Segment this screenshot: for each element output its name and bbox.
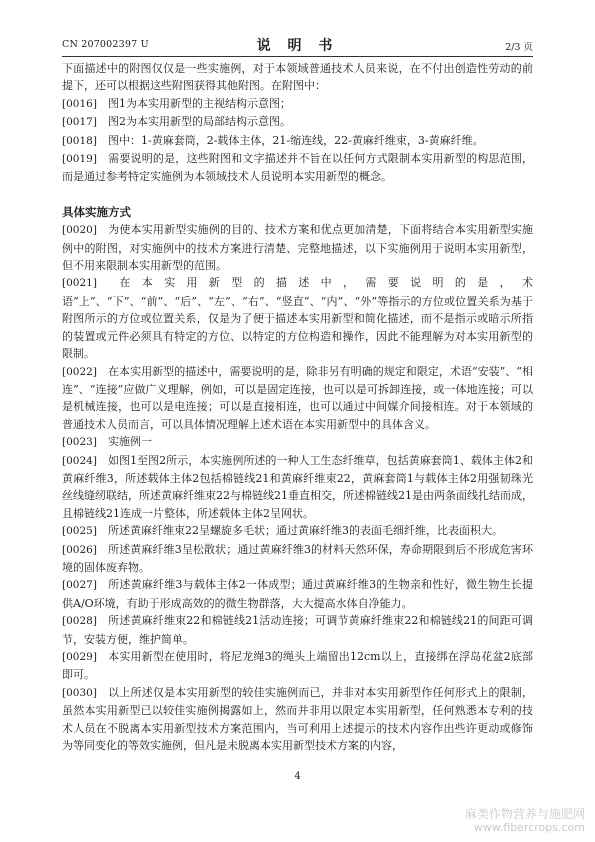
- paragraph-0021: [62, 274, 533, 362]
- paragraph-text: 图中：1-黄麻套筒，2-载体主体，21-缩连线，22-黄麻纤维束，3-黄麻纤维。: [108, 133, 484, 147]
- paragraph-number: [0018]: [62, 134, 97, 147]
- paragraph-number: [0024]: [62, 454, 97, 467]
- paragraph-text: 在本实用新型的描述中，需要说明的是，除非另有明确的规定和限定，术语“安装”、“相连”、“连接”应做广义理解，例如，可以是固定连接，也可以是可拆卸连接，或一体地连接；可以是机械连接，也可以是电连接；可以是直接相连，也可以通过中间媒介间接相连。对于本领域的普通技术人员而言，可以具体情况理解上述术语在本实用新型中的具体含义。: [62, 364, 533, 431]
- patent-number: CN 207002397 U: [62, 39, 149, 50]
- page-indicator: 2/3 页: [505, 42, 533, 53]
- paragraph-0020: [62, 221, 533, 274]
- paragraph-number: [0017]: [62, 116, 97, 129]
- paragraph-0019: [62, 150, 533, 186]
- paragraph-number: [0027]: [62, 579, 97, 592]
- paragraph-number: [0022]: [62, 365, 97, 378]
- paragraph-0024: [62, 452, 533, 523]
- paragraph-0018: [62, 132, 533, 150]
- document-title: 说 明 书: [256, 38, 339, 54]
- paragraph-number: [0029]: [62, 651, 97, 663]
- paragraph-text: 实施例一: [108, 435, 152, 449]
- page-header: [62, 35, 533, 55]
- paragraph-text: 所述黄麻纤维3呈松散状；通过黄麻纤维3的材料天然环保，寿命期限到后不形成危害环境的固体废弃物。: [62, 542, 533, 574]
- paragraph-0028: [62, 612, 533, 648]
- header-divider: [62, 56, 533, 57]
- paragraph-number: [0016]: [62, 97, 97, 110]
- paragraph-intro: 下面描述中的附图仅仅是一些实施例，对于本领域普通技术人员来说，在不付出创造性劳动的前提下，还可以根据这些附图获得其他附图。在附图中：: [62, 62, 533, 93]
- paragraph-number: [0023]: [62, 436, 97, 449]
- paragraph-number: [0021]: [62, 277, 97, 290]
- paragraph-number: [0030]: [62, 686, 97, 699]
- paragraph-0016: [62, 95, 533, 113]
- paragraph-text: 为使本实用新型实施例的目的、技术方案和优点更加清楚，下面将结合本实用新型实施例中的附图，对实施例中的技术方案进行清楚、完整地描述，以下实施例用于说明本实用新型，但不用来限制本实用新型的范围。: [62, 223, 533, 273]
- paragraph-number: [0025]: [62, 525, 97, 538]
- paragraph-text: 本实用新型在使用时，将尼龙绳3的绳头上端留出12cm以上，直接绑在浮岛花盆2底部即可。: [62, 650, 533, 682]
- watermark: [425, 808, 585, 834]
- paragraph-text: 需要说明的是，这些附图和文字描述并不旨在以任何方式限制本实用新型的构思范围，而是通过参考特定实施例为本领域技术人员说明本实用新型的概念。: [62, 152, 533, 184]
- document-body: [62, 60, 533, 754]
- paragraph-0027: [62, 576, 533, 612]
- paragraph-0025: [62, 522, 533, 540]
- paragraph-text: 所述黄麻纤维束22呈螺旋多毛状；通过黄麻纤维3的表面毛细纤维，比表面积大。: [108, 524, 503, 538]
- paragraph-text: 在本实用新型的描述中，需要说明的是，术语“上”、“下”、“前”、“后”、“左”、“右”、“竖直”、“内”、“外”等指示的方位或位置关系为基于附图所示的方位或位置关系，仅是为了便于描述本实用新型和简化描述，而不是指示或暗示所指的装置或元件必须具有特定的方位、以特定的方位构造和操作，因此不能理解为对本实用新型的限制。: [62, 276, 533, 361]
- paragraph-text: 所述黄麻纤维束22和棉链线21活动连接；可调节黄麻纤维束22和棉链线21的间距可调节，安装方便，维护简单。: [62, 614, 533, 646]
- paragraph-text: 图2为本实用新型的局部结构示意图。: [108, 115, 291, 129]
- paragraph-text: 如图1至图2所示，本实施例所述的一种人工生态纤维草，包括黄麻套筒1、载体主体2和黄麻纤维3，所述载体主体2包括棉链线21和黄麻纤维束22，黄麻套筒1与载体主体2用强韧珠光丝线缝纫联结，所述黄麻纤维束22与棉链线21垂直相交，所述棉链线21是由两条面线扎结而成，且棉链线21连成一片整体，所述载体主体2呈网状。: [62, 453, 533, 520]
- paragraph-0026: [62, 541, 533, 577]
- paragraph-0022: [62, 363, 533, 434]
- section-heading: 具体实施方式: [62, 204, 131, 219]
- watermark-url: www.fibercrops.com: [473, 821, 585, 834]
- paragraph-text: 所述黄麻纤维3与载体主体2一体成型；通过黄麻纤维3的生物亲和性好，微生物生长提供A/O环境，有助于形成高效的的微生物群落，大大提高水体自净能力。: [62, 578, 533, 610]
- paragraph-text: 以上所述仅是本实用新型的较佳实施例而已，并非对本实用新型作任何形式上的限制，虽然本实用新型已以较佳实施例揭露如上，然而并非用以限定本实用新型，任何熟悉本专利的技术人员在不脱离本实用新型技术方案范围内，当可利用上述提示的技术内容作出些许更动或修饰为等同变化的等效实施例，但凡是未脱离本实用新型技术方案的内容，: [62, 685, 533, 753]
- paragraph-text: 图1为本实用新型的主视结构示意图；: [108, 96, 291, 110]
- paragraph-number: [0019]: [62, 153, 97, 166]
- paragraph-number: [0026]: [62, 543, 97, 556]
- section-spacer: [62, 186, 533, 204]
- page-number: 4: [294, 771, 301, 782]
- paragraph-number: [0028]: [62, 615, 97, 628]
- watermark-site-name: 麻类作物营养与施肥网: [464, 807, 585, 821]
- paragraph-0029: [62, 648, 533, 684]
- paragraph-0023: [62, 433, 533, 451]
- paragraph-0030: [62, 684, 533, 755]
- paragraph-0017: [62, 113, 533, 131]
- paragraph-number: [0020]: [62, 224, 97, 237]
